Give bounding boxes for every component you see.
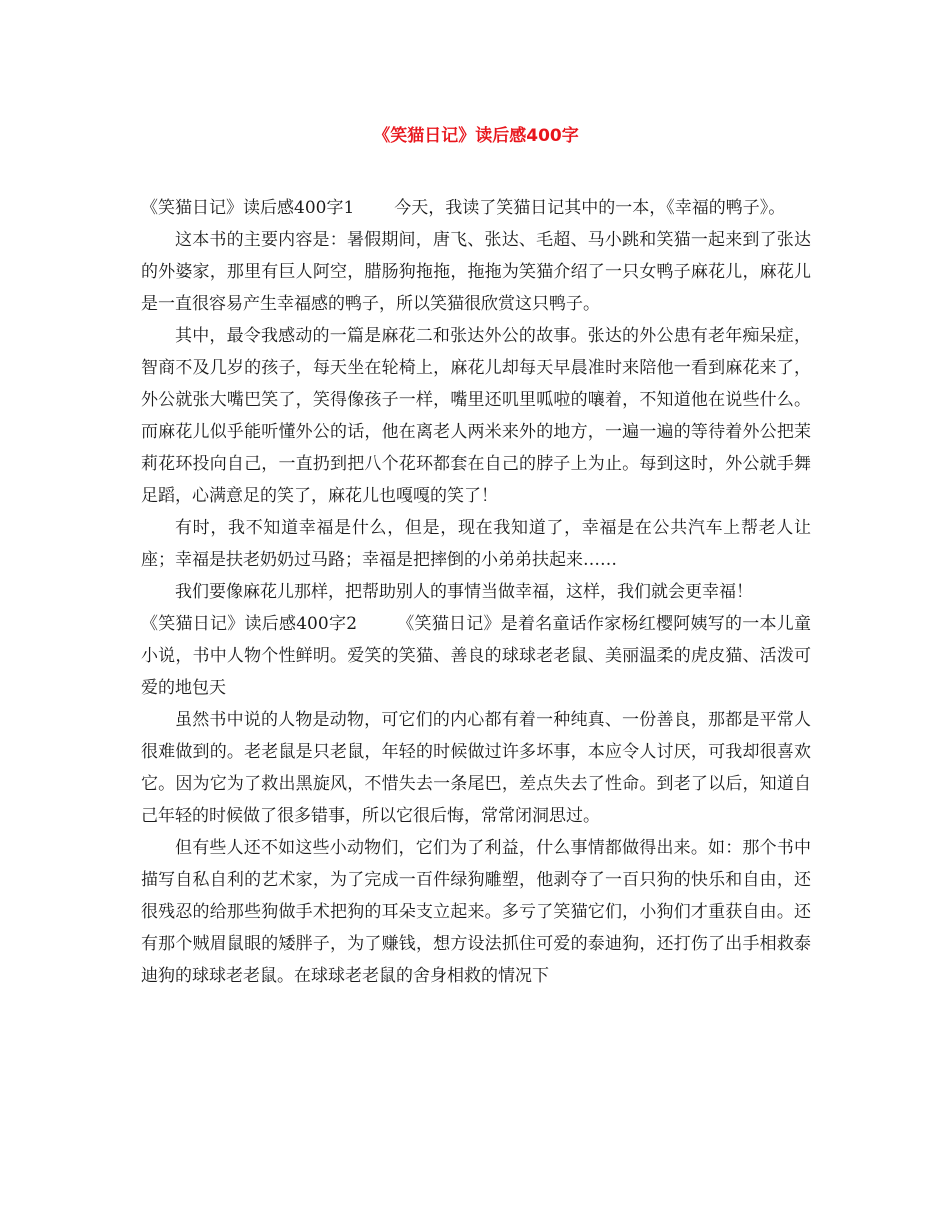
section-1-heading: 《笑猫日记》读后感400字1 — [141, 198, 355, 218]
paragraph-6: 但有些人还不如这些小动物们，它们为了利益，什么事情都做得出来。如：那个书中描写自私自利的艺术家，为了完成一百件绿狗雕塑，他剥夺了一百只狗的快乐和自由，还很残忍的给那些狗做手术把狗的耳朵支立起来。多亏了笑猫它们，小狗们才重获自由。还有那个贼眉鼠眼的矮胖子，为了赚钱，想方设法抓住可爱的泰迪狗，还打伤了出手相救泰迪狗的球球老老鼠。在球球老老鼠的舍身相救的情况下 — [141, 838, 811, 986]
section-2-intro: 《笑猫日记》是着名童话作家杨红樱阿姨写的一本儿童小说，书中人物个性鲜明。爱笑的笑猫、善良的球球老老鼠、美丽温柔的虎皮猫、活泼可爱的地包天 — [141, 614, 812, 698]
paragraph-2: 其中，最令我感动的一篇是麻花二和张达外公的故事。张达的外公患有老年痴呆症，智商不及几岁的孩子，每天坐在轮椅上，麻花儿却每天早晨准时来陪他一看到麻花来了，外公就张大嘴巴笑了，笑得像孩子一样，嘴里还叽里呱啦的嚷着，不知道他在说些什么。而麻花儿似乎能听懂外公的话，他在离老人两米来外的地方，一遍一遍的等待着外公把茉莉花环投向自己，一直扔到把八个花环都套在自己的脖子上为止。每到这时，外公就手舞足蹈，心满意足的笑了，麻花儿也嘎嘎的笑了！ — [141, 326, 811, 506]
document-title: 《笑猫日记》读后感400字 — [373, 126, 579, 146]
section-2-heading: 《笑猫日记》读后感400字2 — [141, 614, 358, 634]
paragraph-4: 我们要像麻花儿那样，把帮助别人的事情当做幸福，这样，我们就会更幸福！ — [175, 582, 753, 602]
section-1-opening — [141, 192, 811, 224]
paragraph-1: 这本书的主要内容是：暑假期间，唐飞、张达、毛超、马小跳和笑猫一起来到了张达的外婆家，那里有巨人阿空，腊肠狗拖拖，拖拖为笑猫介绍了一只女鸭子麻花儿，麻花儿是一直很容易产生幸福感的鸭子，所以笑猫很欣赏这只鸭子。 — [141, 230, 811, 314]
document-body — [141, 192, 811, 992]
section-1-intro: 今天，我读了笑猫日记其中的一本，《幸福的鸭子》。 — [394, 198, 786, 218]
paragraph-3: 有时，我不知道幸福是什么，但是，现在我知道了，幸福是在公共汽车上帮老人让座；幸福是扶老奶奶过马路；幸福是把摔倒的小弟弟扶起来…… — [141, 518, 811, 570]
document-page — [141, 0, 811, 1230]
paragraph-5: 虽然书中说的人物是动物，可它们的内心都有着一种纯真、一份善良，那都是平常人很难做到的。老老鼠是只老鼠，年轻的时候做过许多坏事，本应令人讨厌，可我却很喜欢它。因为它为了救出黑旋风，不惜失去一条尾巴，差点失去了性命。到老了以后，知道自己年轻的时候做了很多错事，所以它很后悔，常常闭洞思过。 — [141, 710, 811, 826]
section-2-opening — [141, 608, 811, 704]
